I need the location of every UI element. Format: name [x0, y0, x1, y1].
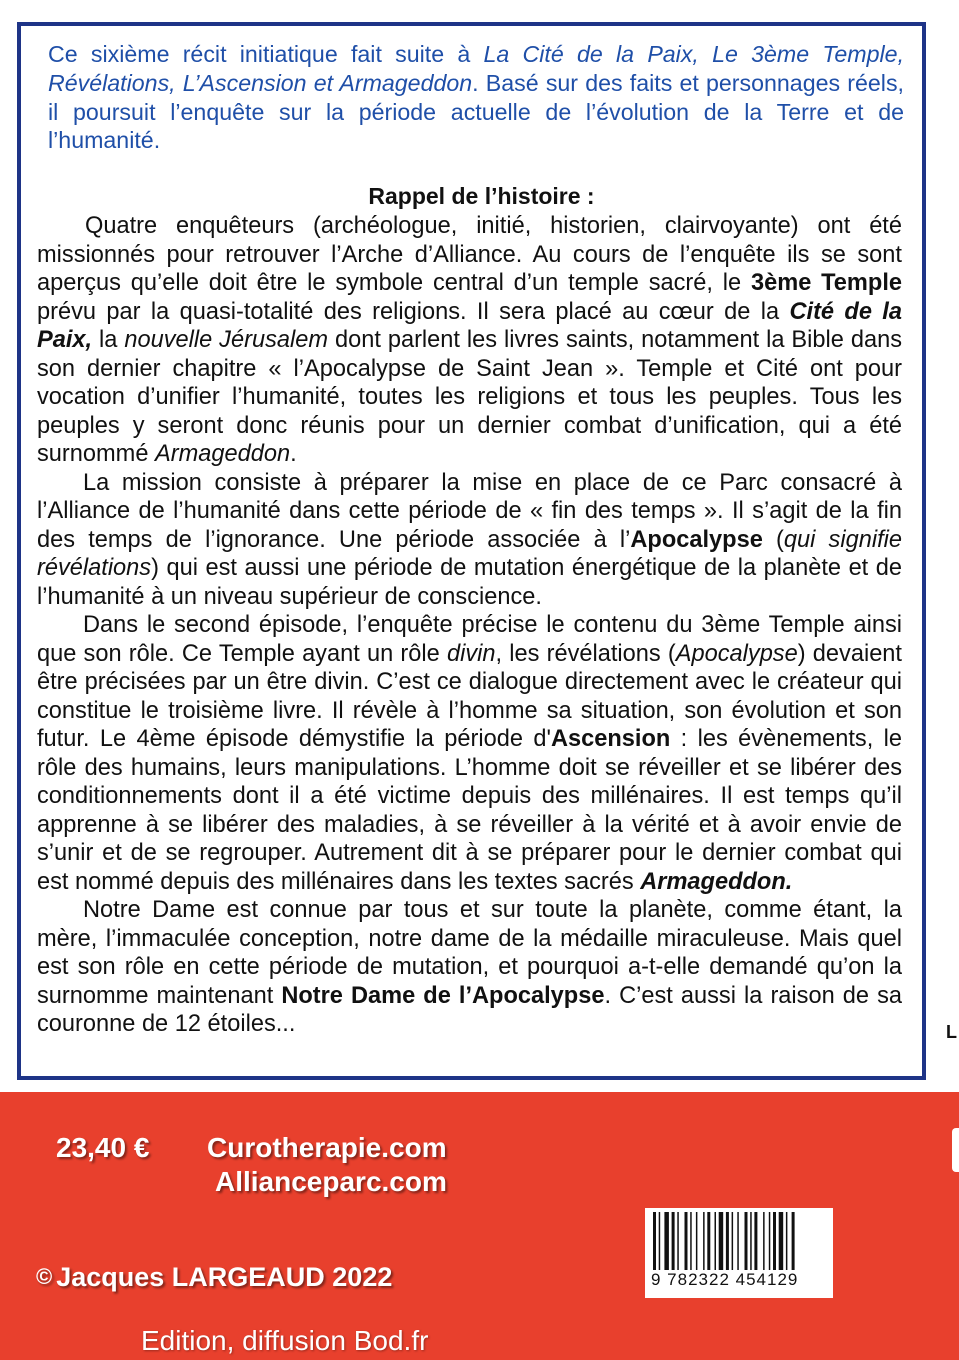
italic-run: nouvelle Jérusalem: [124, 327, 329, 353]
bold-run: Ascension: [550, 726, 671, 752]
summary-paragraph-4: [37, 896, 902, 1039]
bold-italic-run: Armageddon.: [640, 868, 793, 895]
intro-book-titles: La Cité de la Paix, Le 3ème Temple, Révélations, L’Ascension et Armageddon: [48, 41, 905, 96]
summary-paragraph-2: [37, 469, 902, 612]
text-run: (: [762, 526, 784, 553]
website-allianceparc: Allianceparc.com: [215, 1166, 447, 1197]
bold-run: 3ème Temple: [750, 270, 903, 296]
italic-run: Apocalypse: [675, 640, 798, 667]
italic-run: qui signifie révélations: [37, 526, 903, 581]
italic-run: Armageddon: [155, 441, 291, 467]
text-run: Quatre enquêteurs (archéologue, initié, historien, clairvoyante) ont été missionnés pour retrouver l’Arche d’Alliance. Au cours de l’enquête ils se sont aperçus qu’elle doit être le symbole central d’un temple sacré, le: [37, 213, 902, 296]
text-run: .: [290, 441, 297, 467]
isbn-number: 9 782322 454129: [651, 1270, 799, 1289]
barcode-icon: [653, 1212, 825, 1270]
copyright-icon: ©: [36, 1264, 53, 1289]
italic-run: divin: [446, 640, 496, 667]
copyright-text: Jacques LARGEAUD 2022: [56, 1262, 393, 1292]
text-run: La mission consiste à préparer la mise en place de ce Parc consacré à l’Alliance de l’humanité dans cette période de « fin des temps ». Il s’agit de la fin des temps de l’ignorance. Une période associée à l’: [37, 469, 902, 553]
summary-paragraph-1: [37, 212, 902, 469]
text-run: : les évènements, le rôle des humains, leurs manipulations. L’homme doit se réveiller et se libérer des conditionnements dont il a été victime depuis des millénaires. Il est temps qu’il apprenne à se libérer des maladies, à se réveiller à la vérité et à avoir envie de s’unir et de se regrouper. Autrement dit à se préparer pour le dernier combat qui est nommé depuis des millénaires dans les textes sacrés: [37, 726, 902, 895]
summary-paragraph-3: [37, 611, 902, 896]
intro-text: Ce sixième récit initiatique fait suite à: [48, 41, 484, 67]
text-run: Dans le second épisode, l’enquête précise le contenu du 3ème Temple ainsi que son rôle. Ce Temple ayant un rôle: [37, 612, 902, 667]
text-run: ) devaient être précisées par un être divin. C’est ce dialogue directement avec le créateur qui constitue le troisième livre. Il révèle à l’homme sa situation, son évolution et son futur. Le 4ème épisode démystifie la période d': [37, 640, 902, 752]
website-curotherapie: Curotherapie.com: [207, 1132, 447, 1163]
intro-text-continued: . Basé sur des faits et personnages réels, il poursuit l’enquête sur la période actuelle de l’évolution de la Terre et de l’humanité.: [48, 69, 904, 154]
price-label: 23,40 €: [56, 1132, 150, 1163]
text-run: la: [92, 327, 125, 353]
edition-line: Edition, diffusion Bod.fr: [141, 1325, 429, 1356]
text-run: . C’est aussi la raison de sa couronne de 12 étoiles...: [37, 982, 902, 1037]
summary-body: [37, 212, 902, 1039]
bold-run: Notre Dame de l’Apocalypse: [281, 982, 605, 1009]
text-run: dont parlent les livres saints, notamment la Bible dans son dernier chapitre « l’Apocalypse de Saint Jean ». Temple et Cité ont pour vocation d’unifier l’humanité, toutes les religions et tous les peuples. Tous les peuples y seront donc réunis pour un dernier combat d’unification, qui a été surnommé: [37, 327, 902, 467]
text-run: , les révélations (: [495, 640, 676, 667]
spine-letter: L: [946, 1022, 957, 1042]
intro-paragraph: [48, 40, 904, 155]
text-run: ) qui est aussi une période de mutation énergétique de la planète et de l’humanité à un niveau supérieur de conscience.: [37, 555, 902, 610]
copyright-line: [36, 1262, 392, 1293]
rappel-heading: Rappel de l’histoire :: [368, 183, 595, 209]
text-run: prévu par la quasi-totalité des religions. Il sera placé au cœur de la: [37, 298, 790, 325]
isbn-barcode: [645, 1208, 833, 1298]
text-run: Notre Dame est connue par tous et sur toute la planète, comme étant, la mère, l’immaculée conception, notre dame de la médaille miraculeuse. Mais quel est son rôle en cette période de mutation, et pourquoi a-t-elle demandé qu’on la surnomme maintenant: [37, 897, 902, 1009]
spine-edge: [952, 1128, 959, 1172]
bold-run: Apocalypse: [630, 526, 763, 553]
bold-italic-run: Cité de la Paix,: [37, 298, 902, 353]
